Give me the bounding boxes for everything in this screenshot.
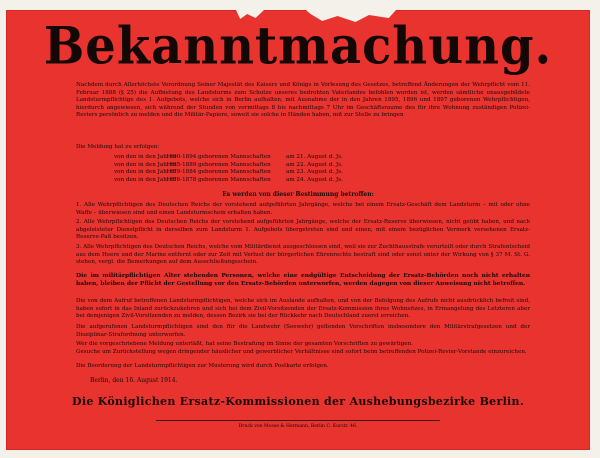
year-row <box>114 169 534 177</box>
penalty-paragraph: Wer die vorgeschriebene Meldung unterläßt, hat seine Bestrafung im Sinne der gesamten Vorschriften zu gewärtigen. <box>76 341 413 347</box>
year-row-date: am 24. August d. Js. <box>286 176 343 183</box>
year-row-date: am 23. August d. Js. <box>286 169 343 176</box>
year-row-cohort: 1876-1878 geborenen Mannschaften <box>166 176 271 183</box>
year-row-cohort: 1885-1889 geborenen Mannschaften <box>166 161 271 168</box>
year-row-date: am 22. August d. Js. <box>286 161 343 168</box>
signature-line: Die Königlichen Ersatz-Kommissionen der Aushebungsbezirke Berlin. <box>72 395 524 408</box>
year-row-date: am 21. August d. Js. <box>286 154 343 160</box>
issue-date: Berlin, den 16. August 1914. <box>90 377 178 384</box>
year-row-prefix: von den in den Jahren <box>114 154 177 160</box>
divider <box>156 420 440 421</box>
printer-imprint: Druck von Mosse & Hermann, Berlin C. Kurstr. 46. <box>238 424 358 429</box>
year-row <box>114 154 534 162</box>
abroad-paragraph: Die von dem Aufruf betroffenen Landsturmpflichtigen, welche sich im Auslande aufhalten, und von der Befolgung des Aufrufs nicht ausdrücklich befreit sind, haben sofort in das Inland zurückzukehren und sich bei dem Zivil-Vorsitzenden der Ersatz-Kommission ihres Wohnsitzes, in Ermangelung des Letzteren aber bei demjenigen Zivil-Vorsitzenden zu melden, dessen Bezirk sie bei der Rückkehr nach Deutschland zuerst erreichen. <box>76 298 530 320</box>
year-row <box>114 162 534 170</box>
poster-title: Bekanntmachung. <box>43 15 553 77</box>
postcard-paragraph: Die Beorderung der Landsturmpflichtigen zur Musterung wird durch Postkarte erfolgen. <box>76 363 329 369</box>
year-row <box>114 177 534 185</box>
deferral-paragraph: Gesuche um Zurückstellung wegen dringender häuslicher und gewerblicher Verhältnisse sind sofort beim betreffenden Polizei-Revier-Vorstande einzureichen. <box>76 349 527 355</box>
year-row-cohort: 1879-1884 geborenen Mannschaften <box>166 169 271 176</box>
year-schedule <box>114 154 534 184</box>
affected-item-3: 3. Alle Wehrpflichtigen des Deutschen Reichs, welche vom Militärdienst ausgeschlossen sind, weil sie zur Zuchthausstrafe verurteilt oder durch Strafentscheid aus dem Heere und der Marine entfernt oder zur Zeit mit Verlust der bürgerlichen Ehrenrechte bestraft sind oder sonst unter der Wirkung von § 37 M. St. G. stehen, vergl. die Bemerkungen auf dem Ausschließungsschein. <box>76 244 530 266</box>
affected-item-2: 2. Alle Wehrpflichtigen des Deutschen Reichs der vorstehend aufgeführten Jahrgänge, welche der Ersatz-Reserve überwiesen, nicht geübt haben, und nach abgeleisteter Dienstpflicht in derselben zum Landsturm 1. Aufgebots übergetreten sind und einen, mit einem bezüglichen Vermerk versehenen Ersatz-Reserve-Paß besitzen. <box>76 219 530 241</box>
year-row-prefix: von den in den Jahren <box>114 161 177 168</box>
year-row-prefix: von den in den Jahren <box>114 176 177 183</box>
year-row-prefix: von den in den Jahren <box>114 169 177 176</box>
meldung-label: Die Meldung hat zu erfolgen: <box>76 144 160 150</box>
regulations-paragraph: Die aufgerufenen Landsturmpflichtigen sind den für die Landwehr (Seewehr) geltenden Vorschriften insbesondere den Militärstrafgesetzen und der Disziplinar-Strafordnung unterworfen. <box>76 324 530 338</box>
year-row-cohort: 1890-1894 geborenen Mannschaften <box>166 154 271 160</box>
poster-sheet <box>6 10 590 450</box>
affected-item-1: 1. Alle Wehrpflichtigen des Deutschen Reichs der vorstehend aufgeführten Jahrgänge, welche bei einem Ersatz-Geschäft dem Landsturm – mit oder ohne Waffe – überwiesen sind und einen Landsturmschein erhalten haben. <box>76 202 530 216</box>
affected-heading: Es werden von dieser Bestimmung betroffen: <box>222 191 374 198</box>
notice-paragraph: Die im militärpflichtigen Alter stehenden Personen, welche eine endgültige Entscheidung der Ersatz-Behörden noch nicht erhalten haben, bleiben der Pflicht der Gestellung vor den Ersatz-Behörden unterworfen, werden dagegen von dieser Anweisung nicht betroffen. <box>76 272 530 287</box>
intro-paragraph: Nachdem durch Allerhöchste Verordnung Seiner Majestät des Kaisers und Königs in Vorlesung des Gesetzes, betreffend Änderungen der Wehrpflicht vom 11. Februar 1888 (§ 25) die Aufbietung des Landsturms zum Schutze unseres bedrohten Vaterlandes befohlen worden ist, werden sämtliche unausgebildete Landsturmpflichtige des 1. Aufgebots, welche sich in Berlin aufhalten, mit Ausnahme der in den Jahren 1895, 1896 und 1897 geborenen Wehrpflichtigen, hierdurch angewiesen, sich während der Stunden von vormittags 8 bis nachmittags 7 Uhr im Geschäftsraume des für ihre Wohnung zuständigen Polizei-Reviers persönlich zu melden und die Militär-Papiere, soweit sie solche in Händen haben, mit zur Stelle zu bringen <box>76 82 530 119</box>
